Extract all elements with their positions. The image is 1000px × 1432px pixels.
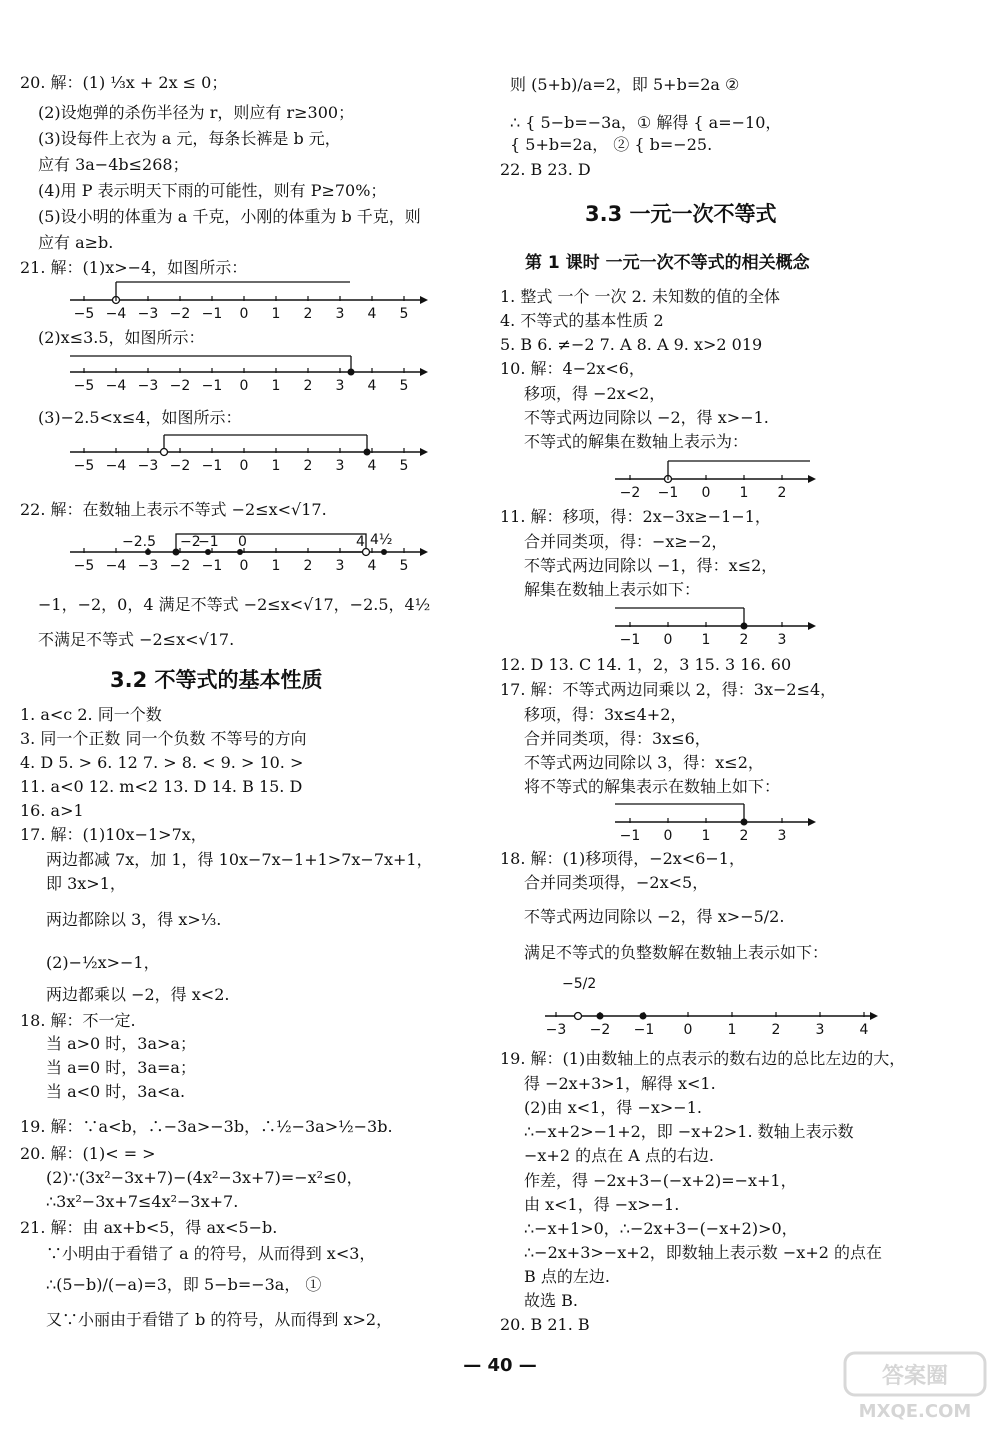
- answer-line: 4. 不等式的基本性质 2: [500, 311, 664, 330]
- answer-line: 22. B 23. D: [500, 160, 591, 179]
- answer-line: 故选 B.: [524, 1291, 578, 1310]
- answer-line: 3. 同一个正数 同一个负数 不等号的方向: [20, 729, 307, 748]
- tick-label: 3: [335, 306, 345, 322]
- nl22-label: −1: [198, 534, 219, 550]
- answer-line: 1. 整式 一个 一次 2. 未知数的值的全体: [500, 287, 780, 306]
- tick-label: 0: [663, 828, 673, 844]
- tick-label: −3: [137, 458, 159, 474]
- answer-line: ∴−2x+3>−x+2，即数轴上表示数 −x+2 的点在: [524, 1243, 882, 1262]
- tick-label: −4: [105, 306, 127, 322]
- answer-line: ∴−x+1>0，∴−2x+3−(−x+2)>0，: [524, 1219, 798, 1238]
- nl22-label: 4: [356, 534, 365, 550]
- tick-label: −1: [619, 828, 641, 844]
- answer-line: 当 a>0 时，3a>a；: [46, 1034, 196, 1053]
- answer-line: 20. B 21. B: [500, 1315, 590, 1334]
- answer-line: 移项，得 −2x<2，: [524, 384, 666, 403]
- tick-label: 4: [367, 458, 377, 474]
- answer-line: 4. D 5. > 6. 12 7. > 8. < 9. > 10. >: [20, 753, 304, 772]
- answer-line: 合并同类项，得：−x≥−2，: [524, 532, 728, 551]
- answer-line: 合并同类项，得：3x≤6，: [524, 729, 711, 748]
- tick-label: −2: [169, 558, 191, 574]
- answer-line: 11. a<0 12. m<2 13. D 14. B 15. D: [20, 777, 303, 796]
- answer-line: 18. 解：不一定.: [20, 1011, 136, 1030]
- answer-line: 应有 a≥b.: [38, 233, 114, 252]
- tick-label: 3: [335, 458, 345, 474]
- nl22-label: −2.5: [122, 534, 156, 550]
- tick-label: −5: [73, 378, 95, 394]
- nl22-label: −2: [180, 534, 201, 550]
- tick-label: 2: [303, 378, 313, 394]
- tick-label: −4: [105, 378, 127, 394]
- tick-label: 0: [239, 306, 249, 322]
- answer-line: (2)由 x<1，得 −x>−1.: [524, 1098, 702, 1117]
- answer-line: 17. 解：(1)10x−1>7x，: [20, 825, 207, 844]
- tick-label: 1: [701, 632, 711, 648]
- tick-label: −1: [633, 1022, 655, 1038]
- nl18-label: −5/2: [562, 976, 597, 992]
- number-line-21-1: [60, 278, 430, 328]
- number-line-18: [540, 968, 885, 1038]
- answer-line: 作差，得 −2x+3−(−x+2)=−x+1，: [524, 1171, 797, 1190]
- answer-line: 满足不等式的负整数解在数轴上表示如下：: [524, 943, 829, 962]
- tick-label: 4: [367, 558, 377, 574]
- tick-label: 2: [303, 458, 313, 474]
- tick-label: 0: [663, 632, 673, 648]
- tick-label: 0: [701, 485, 711, 501]
- tick-label: −3: [137, 306, 159, 322]
- tick-label: 3: [815, 1022, 825, 1038]
- answer-line: (3)设每件上衣为 a 元，每条长裤是 b 元，: [38, 129, 341, 148]
- answer-line: 合并同类项得，−2x<5，: [524, 873, 709, 892]
- answer-line: { 5+b=2a， ② { b=−25.: [510, 135, 713, 154]
- number-line-17: [610, 798, 820, 846]
- watermark-logo: [835, 1345, 995, 1425]
- answer-line: 两边都减 7x，加 1，得 10x−7x−1+1>7x−7x+1，: [46, 850, 433, 869]
- tick-label: 3: [777, 632, 787, 648]
- answer-line: 11. 解：移项，得：2x−3x≥−1−1，: [500, 507, 771, 526]
- tick-label: −5: [73, 458, 95, 474]
- tick-label: 2: [303, 306, 313, 322]
- tick-label: 5: [399, 458, 409, 474]
- tick-label: 5: [399, 378, 409, 394]
- tick-label: −4: [105, 558, 127, 574]
- svg-text:答案圈: 答案圈: [881, 1364, 949, 1389]
- number-line-11: [610, 602, 820, 650]
- answer-line: (2)x≤3.5，如图所示：: [38, 328, 205, 347]
- tick-label: 0: [239, 558, 249, 574]
- answer-line: 19. 解：∵a<b，∴−3a>−3b，∴½−3a>½−3b.: [20, 1117, 393, 1136]
- nl22-label: 4½: [370, 532, 393, 548]
- answer-line: 21. 解：(1)x>−4，如图所示：: [20, 258, 248, 277]
- answer-line: 21. 解：由 ax+b<5，得 ax<5−b.: [20, 1218, 278, 1237]
- answer-line: (2)∵(3x²−3x+7)−(4x²−3x+7)=−x²≤0，: [46, 1168, 363, 1187]
- tick-label: −5: [73, 558, 95, 574]
- answer-line: 22. 解：在数轴上表示不等式 −2≤x<√17.: [20, 500, 327, 519]
- answer-line: −x+2 的点在 A 点的右边.: [524, 1146, 714, 1165]
- answer-line: 解集在数轴上表示如下：: [524, 580, 701, 599]
- number-line-21-2: [60, 350, 430, 400]
- tick-label: 3: [335, 378, 345, 394]
- tick-label: 4: [859, 1022, 869, 1038]
- answer-line: −1，−2，0，4 满足不等式 −2≤x<√17，−2.5，4½: [38, 595, 431, 614]
- answer-line: 得 −2x+3>1，解得 x<1.: [524, 1074, 716, 1093]
- tick-label: −2: [169, 306, 191, 322]
- page-number: — 40 —: [463, 1355, 537, 1376]
- answer-line: (4)用 P 表示明天下雨的可能性，则有 P≥70%；: [38, 181, 387, 200]
- answer-line: 19. 解：(1)由数轴上的点表示的数右边的总比左边的大，: [500, 1049, 906, 1068]
- tick-label: 2: [739, 632, 749, 648]
- answer-line: 不等式两边同除以 −2，得 x>−5/2.: [524, 907, 785, 926]
- tick-label: −1: [657, 485, 679, 501]
- answer-line: 移项，得：3x≤4+2，: [524, 705, 687, 724]
- answer-line: 不等式的解集在数轴上表示为：: [524, 432, 749, 451]
- tick-label: 3: [777, 828, 787, 844]
- answer-line: B 点的左边.: [524, 1267, 610, 1286]
- answer-line: 1. a<c 2. 同一个数: [20, 705, 162, 724]
- tick-label: 2: [771, 1022, 781, 1038]
- answer-line: ∴ { 5−b=−3a，① 解得 { a=−10，: [510, 113, 782, 132]
- number-line-10: [610, 455, 820, 503]
- answer-line: ∴(5−b)/(−a)=3，即 5−b=−3a， ①: [46, 1275, 322, 1294]
- tick-label: 2: [303, 558, 313, 574]
- answer-line: 又∵小丽由于看错了 b 的符号，从而得到 x>2，: [46, 1310, 393, 1329]
- answer-line: 18. 解：(1)移项得，−2x<6−1，: [500, 849, 745, 868]
- tick-label: −1: [201, 458, 223, 474]
- tick-label: 1: [271, 558, 281, 574]
- tick-label: 0: [239, 458, 249, 474]
- tick-label: 1: [727, 1022, 737, 1038]
- tick-label: 1: [271, 458, 281, 474]
- answer-line: 不等式两边同除以 −1，得：x≤2，: [524, 556, 778, 575]
- answer-line: (2)−½x>−1，: [46, 953, 160, 972]
- tick-label: −3: [545, 1022, 567, 1038]
- answer-line: 不等式两边同除以 −2，得 x>−1.: [524, 408, 769, 427]
- answer-line: 将不等式的解集表示在数轴上如下：: [524, 777, 781, 796]
- answer-line: 由 x<1，得 −x>−1.: [524, 1195, 680, 1214]
- tick-label: 5: [399, 306, 409, 322]
- tick-label: −2: [619, 485, 641, 501]
- tick-label: −2: [169, 458, 191, 474]
- tick-label: 0: [239, 378, 249, 394]
- tick-label: −2: [169, 378, 191, 394]
- answer-line: 17. 解：不等式两边同乘以 2，得：3x−2≤4，: [500, 680, 837, 699]
- tick-label: −1: [201, 378, 223, 394]
- tick-label: 4: [367, 378, 377, 394]
- answer-line: 10. 解：4−2x<6，: [500, 359, 645, 378]
- answer-line: 不等式两边同除以 3，得：x≤2，: [524, 753, 764, 772]
- tick-label: −4: [105, 458, 127, 474]
- nl22-label: 0: [238, 534, 247, 550]
- tick-label: −2: [589, 1022, 611, 1038]
- answer-line: ∴−x+2>−1+2，即 −x+2>1. 数轴上表示数: [524, 1122, 854, 1141]
- answer-line: 两边都乘以 −2，得 x<2.: [46, 985, 230, 1004]
- tick-label: 1: [271, 378, 281, 394]
- answer-line: (5)设小明的体重为 a 千克，小刚的体重为 b 千克，则: [38, 207, 421, 226]
- answer-line: 12. D 13. C 14. 1，2，3 15. 3 16. 60: [500, 655, 792, 674]
- answer-line: 20. 解：(1) ⅓x + 2x ≤ 0；: [20, 73, 228, 92]
- watermark-text: MXQE.COM: [858, 1401, 972, 1422]
- tick-label: 0: [683, 1022, 693, 1038]
- tick-label: 2: [777, 485, 787, 501]
- answer-line: ∴3x²−3x+7≤4x²−3x+7.: [46, 1192, 239, 1211]
- answer-line: 不满足不等式 −2≤x<√17.: [38, 630, 235, 649]
- answer-line: 应有 3a−4b≤268；: [38, 155, 189, 174]
- answer-line: 则 (5+b)/a=2，即 5+b=2a ②: [510, 75, 740, 94]
- answer-line: (2)设炮弹的杀伤半径为 r，则应有 r≥300；: [38, 103, 355, 122]
- number-line-21-3: [60, 430, 430, 480]
- tick-label: 3: [335, 558, 345, 574]
- answer-line: 即 3x>1，: [46, 874, 126, 893]
- tick-label: 1: [739, 485, 749, 501]
- tick-label: 2: [739, 828, 749, 844]
- tick-label: 5: [399, 558, 409, 574]
- tick-label: −1: [201, 558, 223, 574]
- tick-label: −3: [137, 558, 159, 574]
- section-heading-3-2: 3.2 不等式的基本性质: [110, 668, 323, 692]
- tick-label: 1: [271, 306, 281, 322]
- tick-label: 1: [701, 828, 711, 844]
- answer-line: 16. a>1: [20, 801, 84, 820]
- tick-label: −1: [619, 632, 641, 648]
- answer-line: (3)−2.5<x≤4，如图所示：: [38, 408, 242, 427]
- section-heading-3-3: 3.3 一元一次不等式: [585, 202, 777, 226]
- tick-label: −1: [201, 306, 223, 322]
- answer-line: 两边都除以 3，得 x>⅓.: [46, 910, 222, 929]
- answer-line: 当 a<0 时，3a<a.: [46, 1082, 186, 1101]
- lesson-heading: 第 1 课时 一元一次不等式的相关概念: [525, 253, 810, 273]
- tick-label: 4: [367, 306, 377, 322]
- tick-label: −3: [137, 378, 159, 394]
- tick-label: −5: [73, 306, 95, 322]
- answer-line: ∵小明由于看错了 a 的符号，从而得到 x<3，: [46, 1244, 376, 1263]
- answer-line: 当 a=0 时，3a=a；: [46, 1058, 196, 1077]
- number-line-22: [60, 522, 430, 582]
- answer-line: 5. B 6. ≠−2 7. A 8. A 9. x>2 019: [500, 335, 763, 354]
- answer-line: 20. 解：(1)< = >: [20, 1144, 156, 1163]
